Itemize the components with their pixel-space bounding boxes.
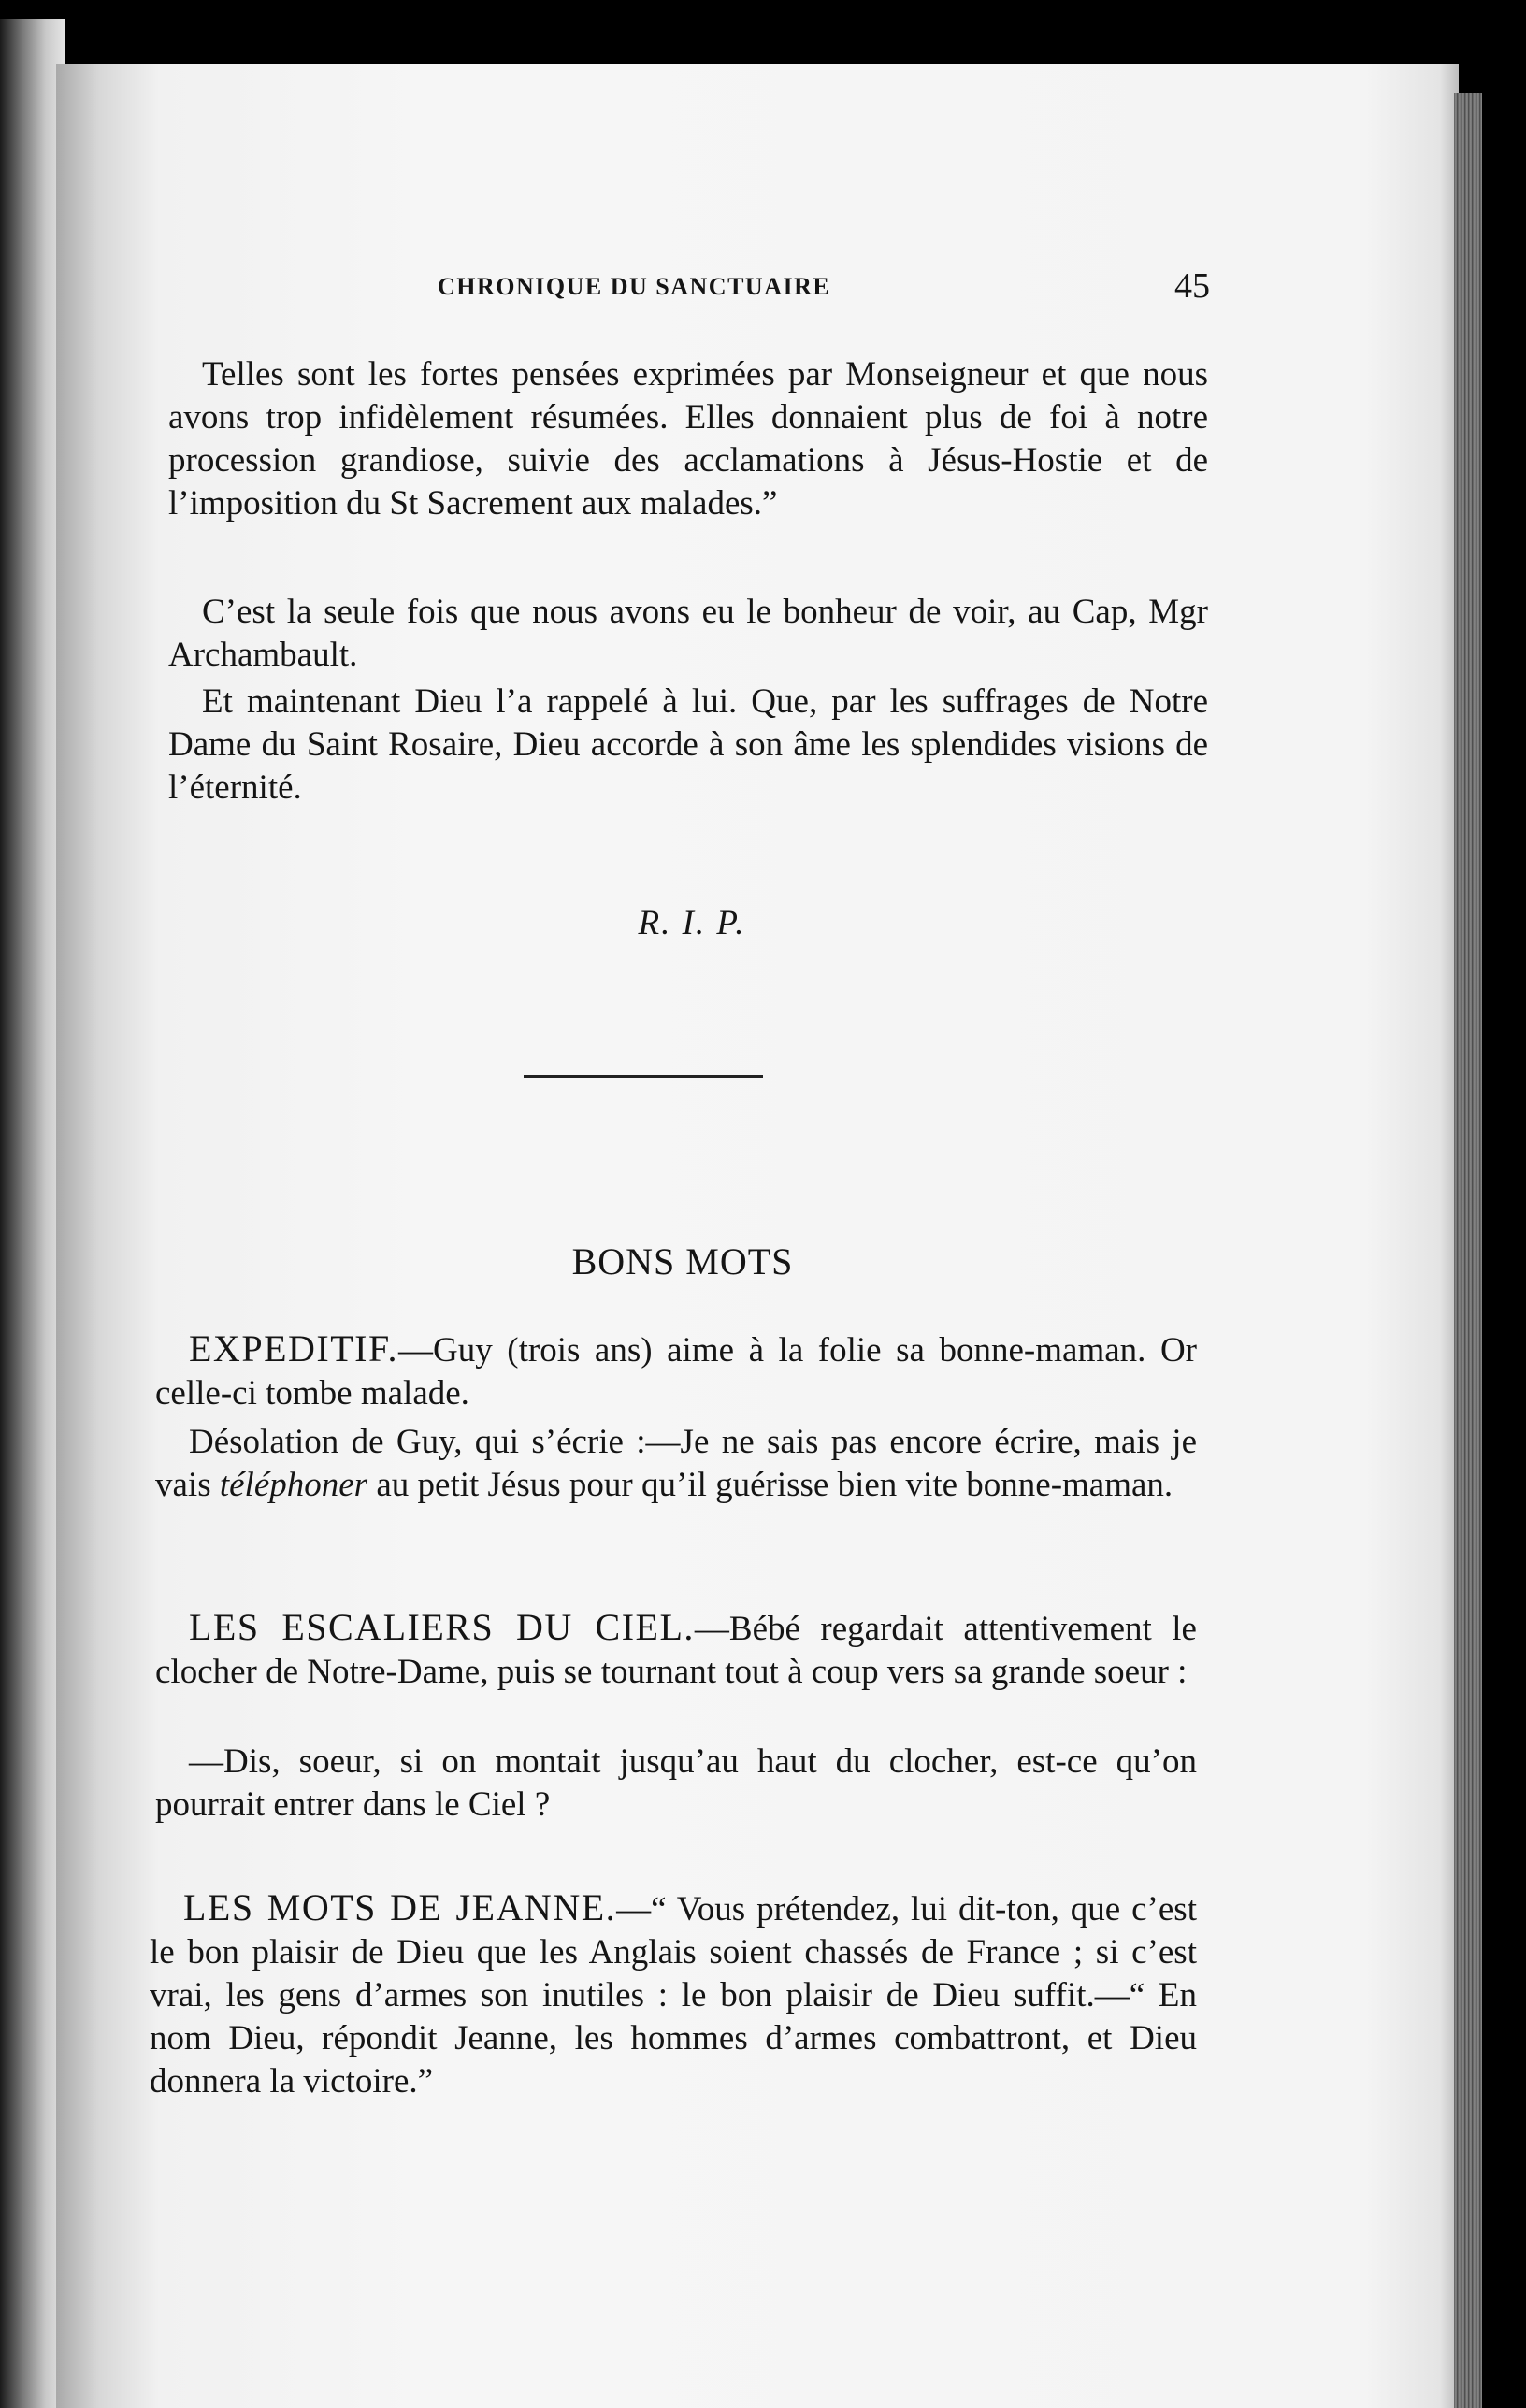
paragraph-telles: Telles sont les fortes pensées exprimées par Monseigneur et que nous avons trop infidèlement résumées. Elles donnaient plus de foi à notre procession grandiose, suivie des acclamations à Jésus-Hostie et de l’imposition du St Sacrement aux malades.” <box>168 355 1208 523</box>
section-heading: BONS MOTS <box>571 1240 794 1283</box>
paragraph-escaliers <box>155 1606 1197 1694</box>
section-divider <box>524 1075 763 1078</box>
page-edges <box>1454 93 1482 2408</box>
jeanne-title: LES MOTS DE JEANNE. <box>183 1886 617 1928</box>
desolation-text-end: au petit Jésus pour qu’il guérisse bien vite bonne-maman. <box>367 1466 1173 1504</box>
paragraph-seule-fois: C’est la seule fois que nous avons eu le bonheur de voir, au Cap, Mgr Archambault. <box>168 593 1208 674</box>
expeditif-text: —Guy (trois ans) aime à la folie sa bonne-maman. Or celle-ci tombe malade. <box>155 1331 1197 1412</box>
paragraph-desolation <box>155 1421 1197 1507</box>
jeanne-text: —“ Vous prétendez, lui dit-ton, que c’est le bon plaisir de Dieu que les Anglais soient chassés de France ; si c’est vrai, les gens d’armes son inutiles : le bon plaisir de Dieu suffit.—“ En nom Dieu, répondit Jeanne, les hommes d’armes combattront, et Dieu donnera la victoire.” <box>150 1890 1197 2100</box>
paragraph-jeanne <box>150 1886 1197 2103</box>
page-header <box>438 265 1210 314</box>
running-title: CHRONIQUE DU SANCTUAIRE <box>438 273 831 300</box>
desolation-italic-word: téléphoner <box>219 1466 368 1504</box>
expeditif-title: EXPEDITIF. <box>189 1327 399 1369</box>
paragraph-expeditif <box>155 1327 1197 1415</box>
paragraph-et-maintenant: Et maintenant Dieu l’a rappelé à lui. Que, par les suffrages de Notre Dame du Saint Rosaire, Dieu accorde à son âme les splendides visions de l’éternité. <box>168 682 1208 807</box>
escaliers-text: —Bébé regardait attentivement le clocher de Notre-Dame, puis se tournant tout à coup vers sa grande soeur : <box>155 1610 1197 1691</box>
page-number: 45 <box>1174 266 1210 306</box>
desolation-text-start: Désolation de Guy, qui s’écrie :—Je ne sais pas encore écrire, mais je vais <box>155 1423 1197 1504</box>
rip-closing: R. I. P. <box>638 904 746 942</box>
paragraph-dis-soeur: —Dis, soeur, si on montait jusqu’au haut du clocher, est-ce qu’on pourrait entrer dans le Ciel ? <box>155 1742 1197 1824</box>
escaliers-title: LES ESCALIERS DU CIEL. <box>189 1606 695 1648</box>
